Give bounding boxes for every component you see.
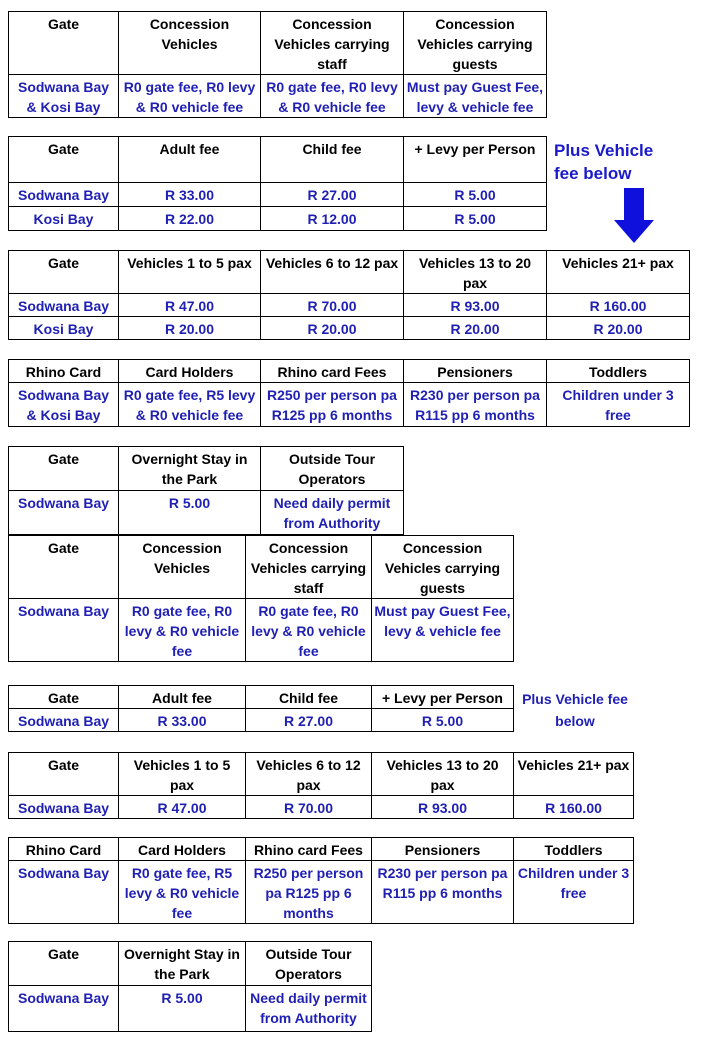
header-cell: + Levy per Person — [372, 686, 514, 709]
value-cell: R 5.00 — [404, 183, 547, 207]
gate-cell: Sodwana Bay — [9, 861, 119, 924]
value-cell: Must pay Guest Fee, levy & vehicle fee — [404, 75, 547, 118]
header-cell: Gate — [9, 753, 119, 796]
header-cell: + Levy per Person — [404, 137, 547, 183]
header-cell: Card Holders — [119, 360, 261, 383]
table-row — [9, 294, 690, 317]
value-cell: R 5.00 — [372, 709, 514, 732]
header-cell: Concession Vehicles carrying staff — [261, 12, 404, 75]
gate-cell: Sodwana Bay — [9, 183, 119, 207]
header-cell: Rhino Card — [9, 360, 119, 383]
plus-vehicle-fee-note-2: Plus Vehicle fee below — [522, 691, 628, 729]
value-cell: R250 per person pa R125 pp 6 months — [261, 383, 404, 427]
header-cell: Gate — [9, 942, 119, 986]
table-header-row — [9, 251, 690, 294]
header-cell: Pensioners — [372, 838, 514, 861]
table-row — [9, 599, 514, 662]
gate-cell: Sodwana Bay — [9, 709, 119, 732]
table-header-row — [9, 12, 547, 75]
table-row — [9, 383, 690, 427]
header-cell: Gate — [9, 447, 119, 491]
vehicle-fees-table-2 — [8, 752, 634, 819]
value-cell: R 20.00 — [404, 317, 547, 340]
rhino-card-table-2 — [8, 837, 634, 924]
header-cell: Pensioners — [404, 360, 547, 383]
header-cell: Gate — [9, 536, 119, 599]
header-cell: Adult fee — [119, 686, 246, 709]
header-cell: Concession Vehicles carrying staff — [246, 536, 372, 599]
header-cell: Vehicles 1 to 5 pax — [119, 753, 246, 796]
gate-cell: Sodwana Bay & Kosi Bay — [9, 383, 119, 427]
value-cell: R 5.00 — [119, 491, 261, 535]
header-cell: Toddlers — [514, 838, 634, 861]
overnight-stay-table — [8, 446, 404, 535]
value-cell: R0 gate fee, R0 levy & R0 vehicle fee — [119, 599, 246, 662]
header-cell: Concession Vehicles carrying guests — [372, 536, 514, 599]
header-cell: Concession Vehicles — [119, 12, 261, 75]
overnight-stay-table-2 — [8, 941, 372, 1032]
gate-cell: Sodwana Bay — [9, 491, 119, 535]
value-cell: Children under 3 free — [514, 861, 634, 924]
header-cell: Outside Tour Operators — [246, 942, 372, 986]
value-cell: R 33.00 — [119, 709, 246, 732]
gate-cell: Kosi Bay — [9, 317, 119, 340]
value-cell: R 5.00 — [119, 986, 246, 1032]
value-cell: R 20.00 — [119, 317, 261, 340]
plus-vehicle-fee-note: Plus Vehicle fee below — [554, 141, 654, 183]
value-cell: R 27.00 — [261, 183, 404, 207]
table-header-row — [9, 838, 634, 861]
table-header-row — [9, 447, 404, 491]
header-cell: Vehicles 6 to 12 pax — [246, 753, 372, 796]
header-cell: Child fee — [261, 137, 404, 183]
header-cell: Toddlers — [547, 360, 690, 383]
table-row — [9, 75, 547, 118]
table-row — [9, 317, 690, 340]
header-cell: Rhino Card — [9, 838, 119, 861]
value-cell: Must pay Guest Fee, levy & vehicle fee — [372, 599, 514, 662]
table-header-row — [9, 536, 514, 599]
gate-cell: Sodwana Bay — [9, 294, 119, 317]
header-cell: Vehicles 6 to 12 pax — [261, 251, 404, 294]
value-cell: R 20.00 — [261, 317, 404, 340]
concession-vehicles-table — [8, 11, 547, 118]
header-cell: Rhino card Fees — [246, 838, 372, 861]
value-cell: R 33.00 — [119, 183, 261, 207]
value-cell: R 160.00 — [514, 796, 634, 819]
table-row — [9, 207, 547, 231]
gate-cell: Sodwana Bay — [9, 599, 119, 662]
entry-fees-table-2 — [8, 685, 514, 732]
table-row — [9, 183, 547, 207]
table-row — [9, 709, 514, 732]
value-cell: R 12.00 — [261, 207, 404, 231]
value-cell: R 20.00 — [547, 317, 690, 340]
table-header-row — [9, 137, 547, 183]
value-cell: R0 gate fee, R5 levy & R0 vehicle fee — [119, 383, 261, 427]
header-cell: Vehicles 21+ pax — [514, 753, 634, 796]
value-cell: Need daily permit from Authority — [246, 986, 372, 1032]
gate-cell: Sodwana Bay — [9, 796, 119, 819]
header-cell: Gate — [9, 251, 119, 294]
gate-cell: Kosi Bay — [9, 207, 119, 231]
table-row — [9, 491, 404, 535]
value-cell: R0 gate fee, R0 levy & R0 vehicle fee — [261, 75, 404, 118]
header-cell: Adult fee — [119, 137, 261, 183]
header-cell: Child fee — [246, 686, 372, 709]
rhino-card-table — [8, 359, 690, 427]
value-cell: R230 per person pa R115 pp 6 months — [372, 861, 514, 924]
header-cell: Gate — [9, 12, 119, 75]
value-cell: R 47.00 — [119, 796, 246, 819]
value-cell: R 22.00 — [119, 207, 261, 231]
table-header-row — [9, 753, 634, 796]
header-cell: Overnight Stay in the Park — [119, 447, 261, 491]
table-header-row — [9, 942, 372, 986]
table-header-row — [9, 686, 514, 709]
table-row — [9, 986, 372, 1032]
value-cell: R230 per person pa R115 pp 6 months — [404, 383, 547, 427]
table-row — [9, 861, 634, 924]
value-cell: R 93.00 — [372, 796, 514, 819]
header-cell: Concession Vehicles — [119, 536, 246, 599]
header-cell: Concession Vehicles carrying guests — [404, 12, 547, 75]
table-header-row — [9, 360, 690, 383]
concession-vehicles-table-2 — [8, 535, 514, 662]
header-cell: Vehicles 21+ pax — [547, 251, 690, 294]
header-cell: Gate — [9, 137, 119, 183]
header-cell: Vehicles 13 to 20 pax — [372, 753, 514, 796]
header-cell: Vehicles 13 to 20 pax — [404, 251, 547, 294]
header-cell: Overnight Stay in the Park — [119, 942, 246, 986]
value-cell: R 93.00 — [404, 294, 547, 317]
value-cell: R 70.00 — [246, 796, 372, 819]
value-cell: Need daily permit from Authority — [261, 491, 404, 535]
table-row — [9, 796, 634, 819]
value-cell: R0 gate fee, R0 levy & R0 vehicle fee — [246, 599, 372, 662]
value-cell: R 5.00 — [404, 207, 547, 231]
gate-cell: Sodwana Bay & Kosi Bay — [9, 75, 119, 118]
header-cell: Vehicles 1 to 5 pax — [119, 251, 261, 294]
value-cell: R 70.00 — [261, 294, 404, 317]
value-cell: R0 gate fee, R5 levy & R0 vehicle fee — [119, 861, 246, 924]
vehicle-fees-table — [8, 250, 690, 340]
value-cell: R250 per person pa R125 pp 6 months — [246, 861, 372, 924]
value-cell: R 160.00 — [547, 294, 690, 317]
value-cell: R 47.00 — [119, 294, 261, 317]
gate-cell: Sodwana Bay — [9, 986, 119, 1032]
value-cell: R0 gate fee, R0 levy & R0 vehicle fee — [119, 75, 261, 118]
value-cell: R 27.00 — [246, 709, 372, 732]
header-cell: Outside Tour Operators — [261, 447, 404, 491]
header-cell: Card Holders — [119, 838, 246, 861]
value-cell: Children under 3 free — [547, 383, 690, 427]
header-cell: Rhino card Fees — [261, 360, 404, 383]
arrow-down-icon — [612, 188, 656, 244]
entry-fees-table — [8, 136, 547, 231]
header-cell: Gate — [9, 686, 119, 709]
